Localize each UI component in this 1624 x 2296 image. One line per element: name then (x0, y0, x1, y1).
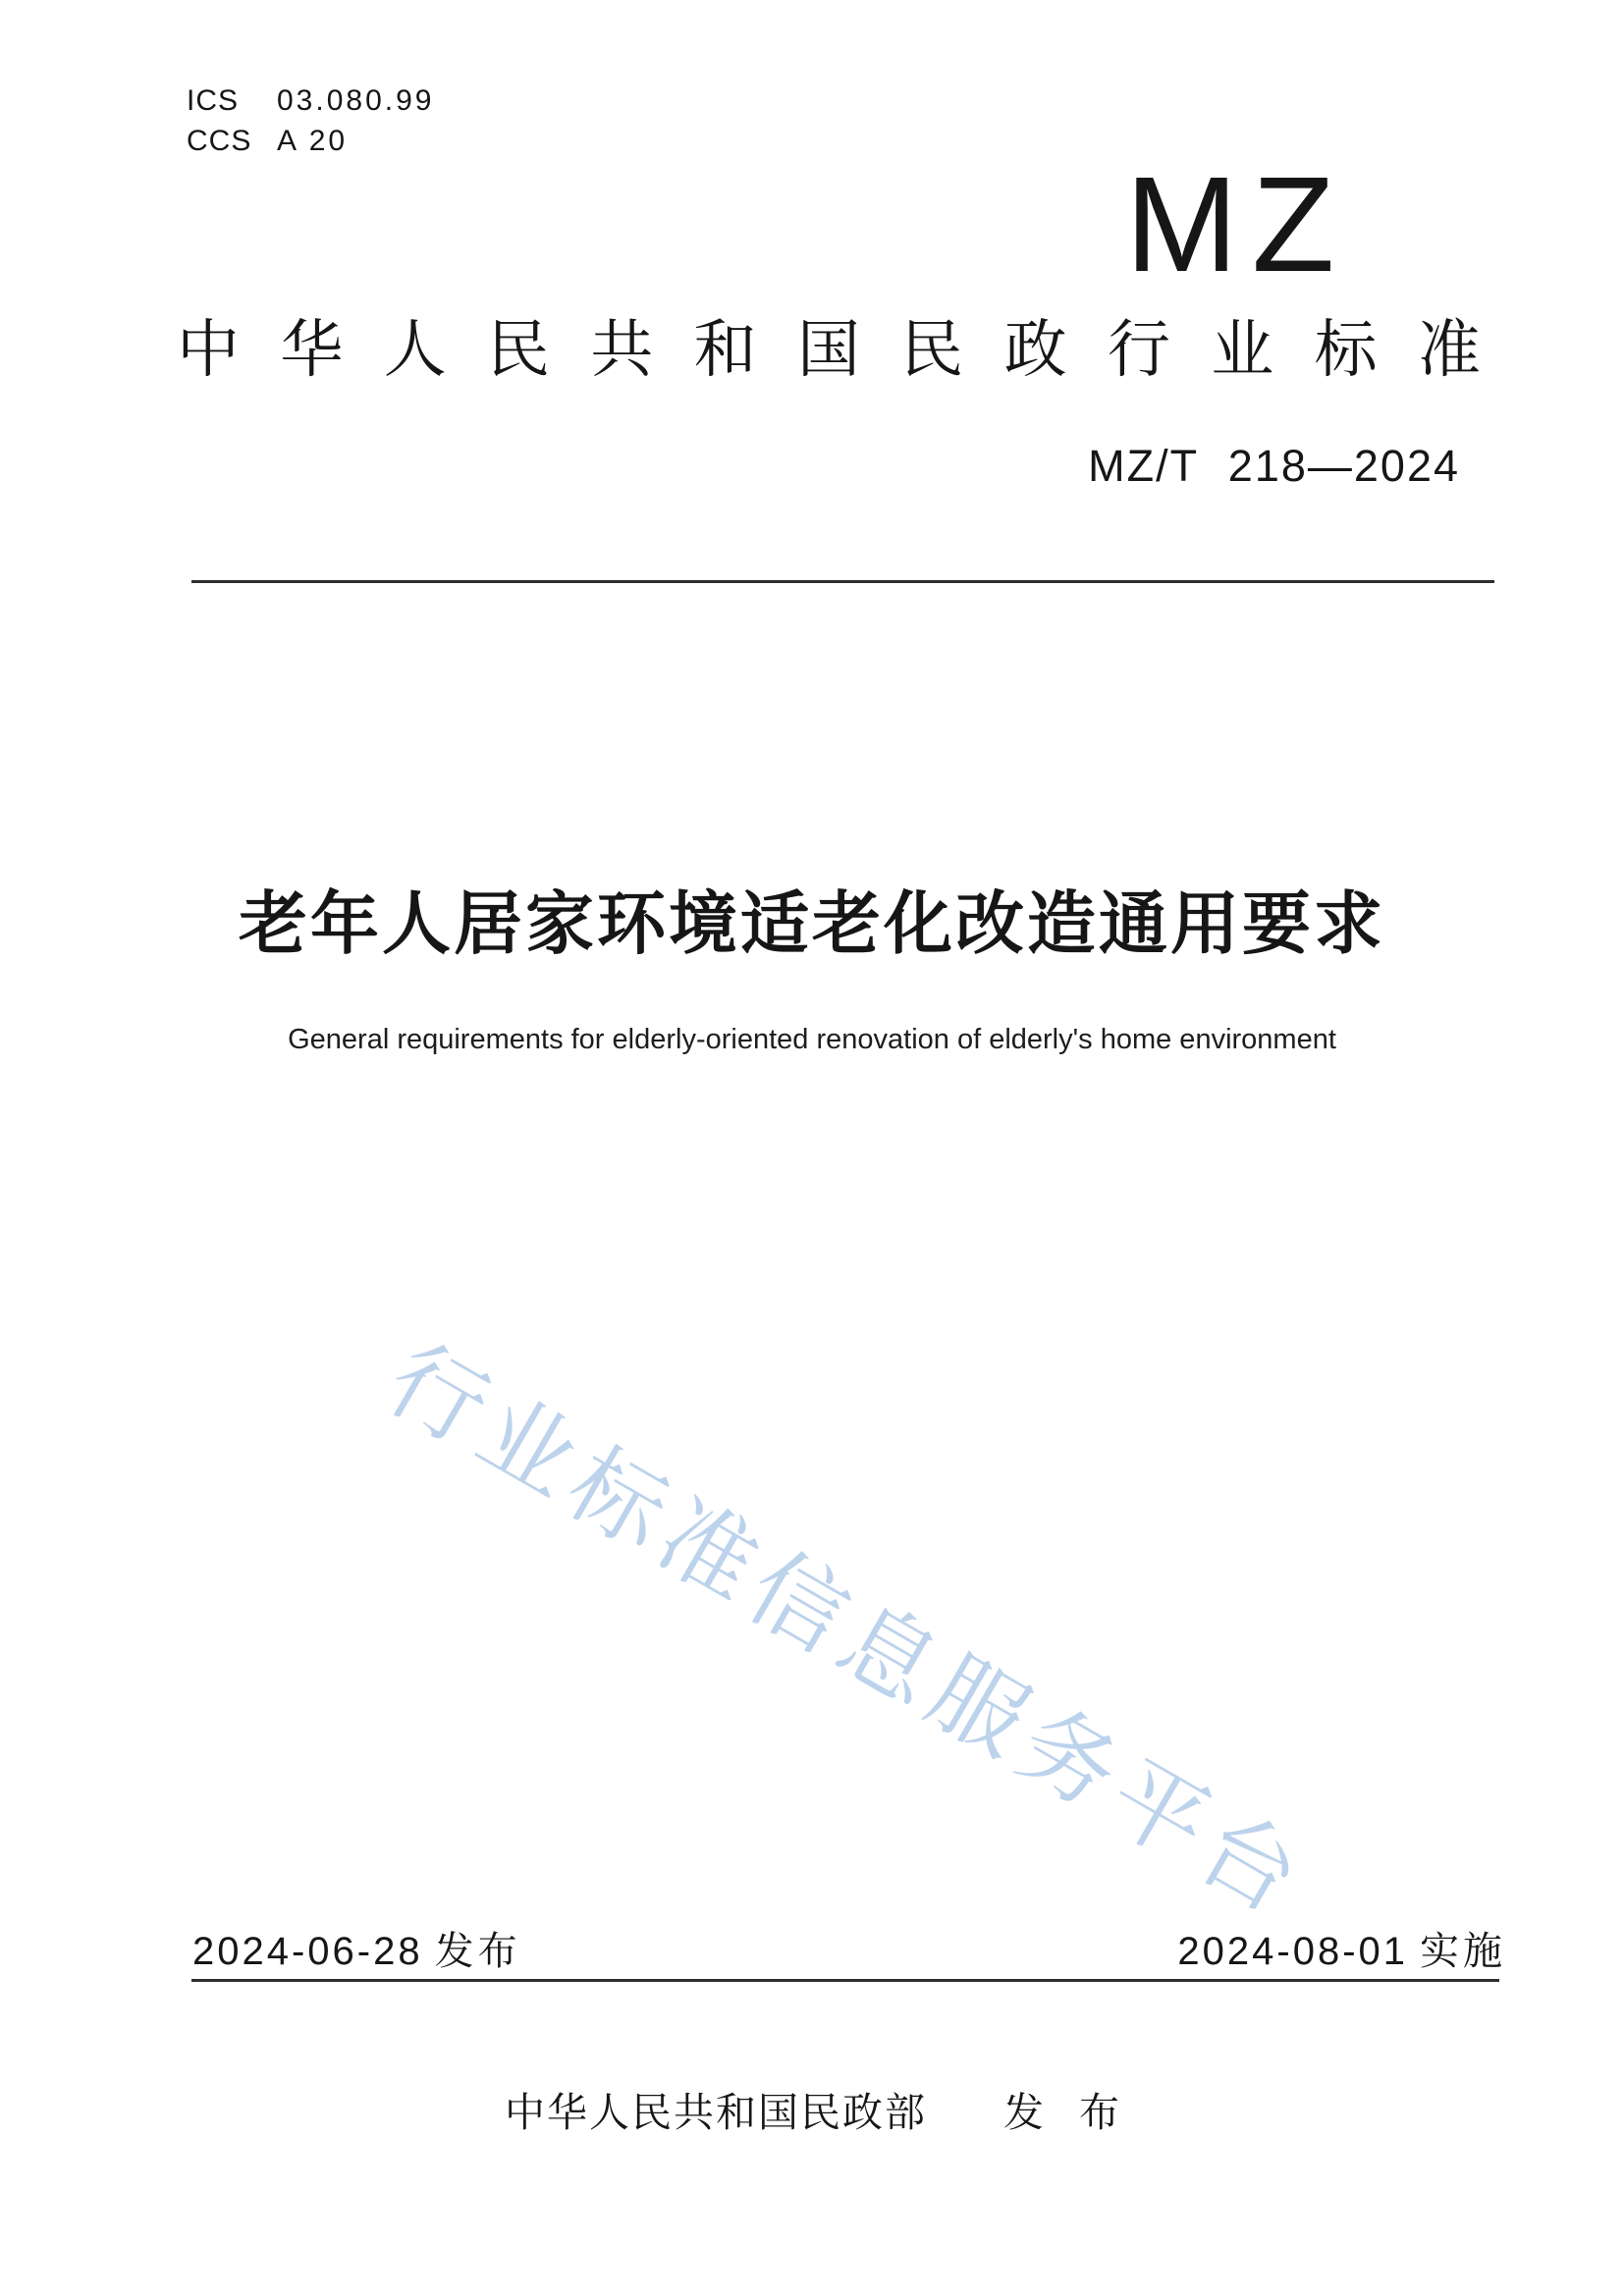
implement-date: 2024-08-01 (1177, 1930, 1408, 1973)
implement-date-item (1177, 1932, 1506, 1971)
publisher-row (0, 2090, 1624, 2135)
issue-date: 2024-06-28 (192, 1930, 423, 1973)
watermark-text: 行业标准信息服务平台 (370, 1325, 1325, 1938)
ccs-code: A 20 (277, 125, 349, 158)
header-rule (191, 580, 1494, 583)
document-title-en: General requirements for elderly-oriented renovation of elderly's home environment (288, 1024, 1336, 1055)
issue-date-item (192, 1932, 521, 1971)
issue-label: 发布 (434, 1930, 521, 1973)
ccs-label: CCS (187, 125, 252, 158)
classification-codes (187, 80, 434, 162)
ics-code-line (187, 80, 434, 121)
ics-code: 03.080.99 (277, 84, 435, 117)
publish-action-label: 发布 (1003, 2090, 1155, 2135)
implement-label: 实施 (1420, 1930, 1506, 1973)
date-row (192, 1932, 1506, 1971)
footer-rule (191, 1979, 1499, 1982)
standard-number: MZ/T 218—2024 (1088, 441, 1460, 491)
publisher-name: 中华人民共和国民政部 (505, 2090, 927, 2135)
document-title-cn: 老年人居家环境适老化改造通用要求 (239, 885, 1385, 962)
ccs-code-line (187, 121, 434, 161)
mz-logo: MZ (1125, 149, 1349, 300)
ics-label: ICS (187, 84, 240, 117)
standard-type-title: 中 华 人 民 共 和 国 民 政 行 业 标 准 (177, 314, 1481, 385)
